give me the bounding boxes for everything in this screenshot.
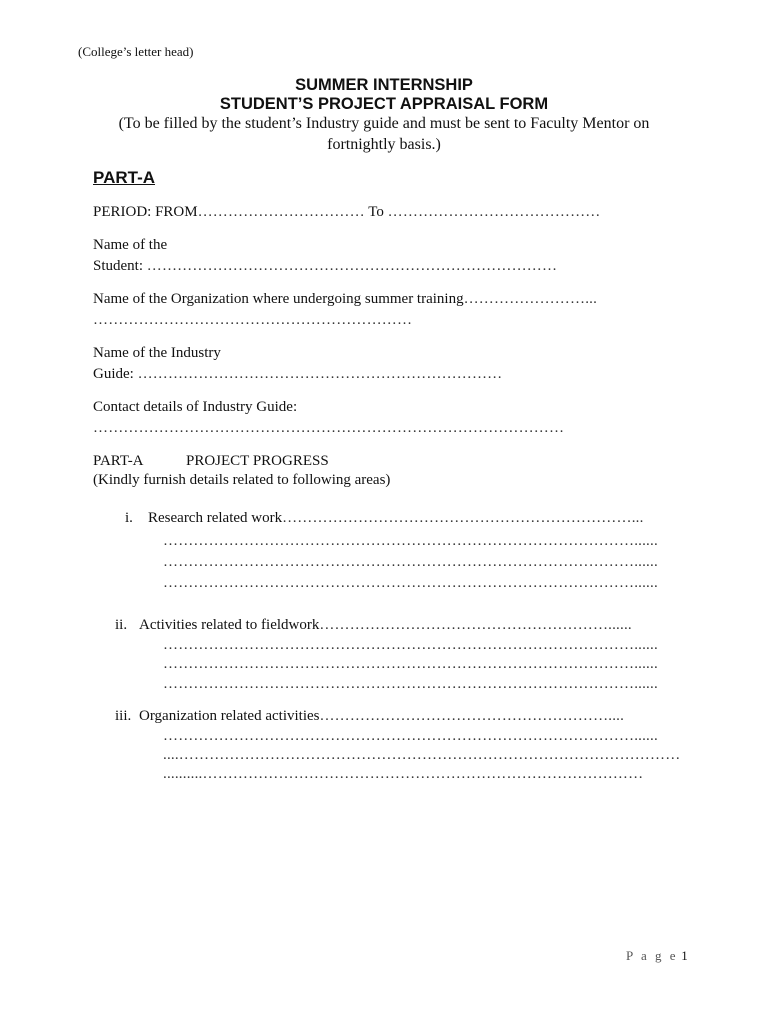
student-name-label: Student: xyxy=(93,258,147,274)
period-to-field[interactable]: …………………………………… xyxy=(387,204,601,220)
industry-guide-label-line-1: Name of the Industry xyxy=(93,345,221,361)
organization-label: Name of the Organization where undergoing summer training xyxy=(93,291,464,307)
part-a-heading: PART-A xyxy=(93,168,156,187)
organization-field-line-2[interactable]: ……………………………………………………… xyxy=(93,312,413,328)
contact-label: Contact details of Industry Guide: xyxy=(93,399,298,415)
item-organization-field-line-2[interactable]: …………………………………………………………………………………...... xyxy=(163,728,658,744)
period-to-label: To xyxy=(364,204,388,220)
period-from-label: PERIOD: FROM xyxy=(93,204,198,220)
student-name-row xyxy=(93,258,557,275)
item-organization-numeral: iii. xyxy=(115,708,132,724)
student-name-label-line-1: Name of the xyxy=(93,237,168,253)
item-fieldwork-field-line-3[interactable]: …………………………………………………………………………………...... xyxy=(163,656,658,672)
item-research-field-line-4[interactable]: …………………………………………………………………………………...... xyxy=(163,575,658,591)
period-from-field[interactable]: …………………………… xyxy=(197,204,365,220)
progress-heading-title: PROJECT PROGRESS xyxy=(186,453,329,469)
item-fieldwork-field-line-4[interactable]: …………………………………………………………………………………...... xyxy=(163,676,658,692)
item-fieldwork-label: Activities related to fieldwork xyxy=(139,617,320,633)
page-number: 1 xyxy=(681,948,688,963)
letterhead-note: (College’s letter head) xyxy=(78,44,194,59)
item-fieldwork-numeral: ii. xyxy=(115,617,128,633)
page-footer xyxy=(626,948,688,964)
item-organization-label: Organization related activities xyxy=(139,708,320,724)
organization-field-line-1[interactable]: ……………………... xyxy=(463,291,598,307)
item-research-field-line-2[interactable]: …………………………………………………………………………………...... xyxy=(163,533,658,549)
item-organization-field-line-1[interactable]: ………………………………………………….... xyxy=(319,708,625,724)
form-title-line-2: STUDENT’S PROJECT APPRAISAL FORM xyxy=(219,95,549,113)
item-research-field-line-1[interactable]: ……………………………………………………………... xyxy=(282,510,644,526)
item-fieldwork-row xyxy=(139,617,632,634)
item-fieldwork-field-line-2[interactable]: …………………………………………………………………………………...... xyxy=(163,637,658,653)
item-research-row xyxy=(148,510,644,527)
student-name-field[interactable]: ……………………………………………………………………… xyxy=(146,258,558,274)
item-organization-field-line-4[interactable]: ..........…………………………………………………………………………… xyxy=(163,766,644,782)
industry-guide-field[interactable]: ……………………………………………………………… xyxy=(137,366,503,382)
item-research-field-line-3[interactable]: …………………………………………………………………………………...... xyxy=(163,554,658,570)
progress-heading-part: PART-A xyxy=(93,453,144,469)
form-title-line-1: SUMMER INTERNSHIP xyxy=(295,76,473,94)
form-instruction-line-2: fortnightly basis.) xyxy=(327,136,441,153)
contact-field[interactable]: ………………………………………………………………………………… xyxy=(93,420,565,436)
item-organization-field-line-3[interactable]: ....……………………………………………………………………………………… xyxy=(163,747,681,763)
item-organization-row xyxy=(139,708,624,725)
industry-guide-row xyxy=(93,366,502,383)
period-row xyxy=(93,204,600,221)
item-research-numeral: i. xyxy=(125,510,133,526)
organization-row xyxy=(93,291,597,308)
item-research-label: Research related work xyxy=(148,510,283,526)
page-label: P a g e xyxy=(626,948,679,963)
form-instruction-line-1: (To be filled by the student’s Industry guide and must be sent to Faculty Mentor on xyxy=(118,115,650,132)
progress-note: (Kindly furnish details related to following areas) xyxy=(93,472,391,488)
industry-guide-label: Guide: xyxy=(93,366,138,382)
item-fieldwork-field-line-1[interactable]: …………………………………………………...... xyxy=(319,617,632,633)
